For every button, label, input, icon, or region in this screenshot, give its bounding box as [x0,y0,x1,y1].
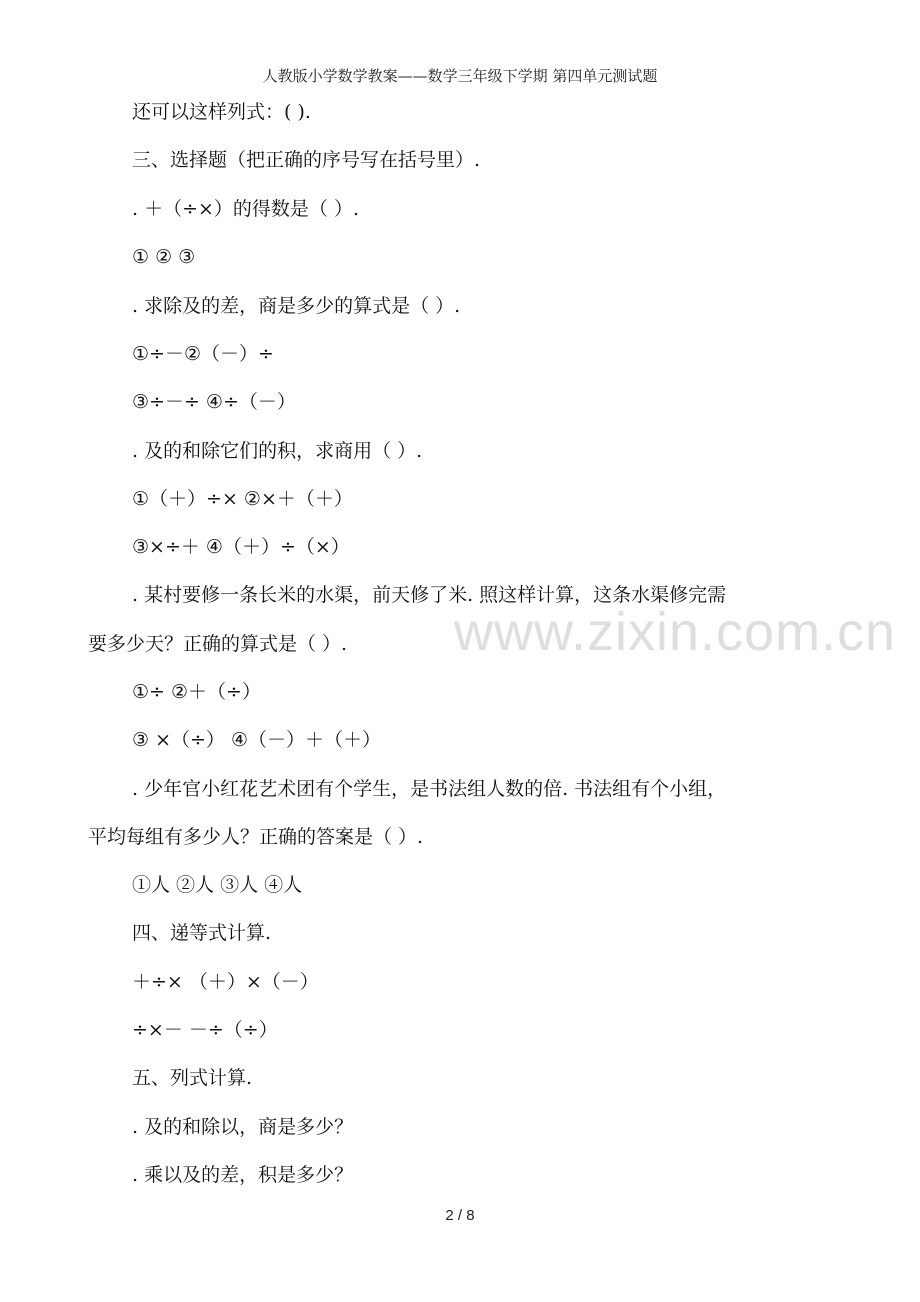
question-4-line-2: 要多少天？正确的算式是（ ）. [88,633,348,655]
question-2-options-b: ③÷－÷ ④÷（－） [132,391,296,413]
watermark: www.zixin.com.cn [454,602,897,662]
text-line: 还可以这样列式：( ). [132,101,311,123]
question-5-line-1: . 少年官小红花艺术团有个学生，是书法组人数的倍. 书法组有个小组， [132,778,727,800]
question-5-options: ①人 ②人 ③人 ④人 [132,874,303,896]
question-2: . 求除及的差，商是多少的算式是（ ）. [132,295,461,317]
page-indicator: 2 / 8 [445,1207,475,1224]
calc-row-2: ÷×－ －÷（÷） [132,1019,278,1041]
question-5-line-2: 平均每组有多少人？正确的答案是（ ）. [88,826,424,848]
question-4-options-b: ③ ×（÷） ④（－）＋（＋） [132,729,381,751]
page-header: 人教版小学数学教案——数学三年级下学期 第四单元测试题 [262,67,658,85]
question-4-options-a: ①÷ ②＋（÷） [132,681,261,703]
question-3: . 及的和除它们的积，求商用（ ）. [132,440,423,462]
question-3-options-a: ①（＋）÷× ②×＋（＋） [132,488,353,510]
equation-question-1: . 及的和除以，商是多少？ [132,1116,354,1138]
calc-row-1: ＋÷× （＋）×（－） [132,971,319,993]
question-1-options: ① ② ③ [132,246,196,268]
section-heading-choice: 三、选择题（把正确的序号写在括号里）. [132,149,481,171]
question-3-options-b: ③×÷＋ ④（＋）÷（×） [132,536,350,558]
question-1: . ＋（÷×）的得数是（ ）. [132,198,359,220]
equation-question-2: . 乘以及的差，积是多少？ [132,1164,354,1186]
question-4-line-1: . 某村要修一条长米的水渠，前天修了米. 照这样计算，这条水渠修完需 [132,584,727,606]
section-heading-equation: 五、列式计算. [132,1067,253,1089]
section-heading-calc: 四、递等式计算. [132,922,272,944]
question-2-options-a: ①÷－②（－）÷ [132,343,274,365]
